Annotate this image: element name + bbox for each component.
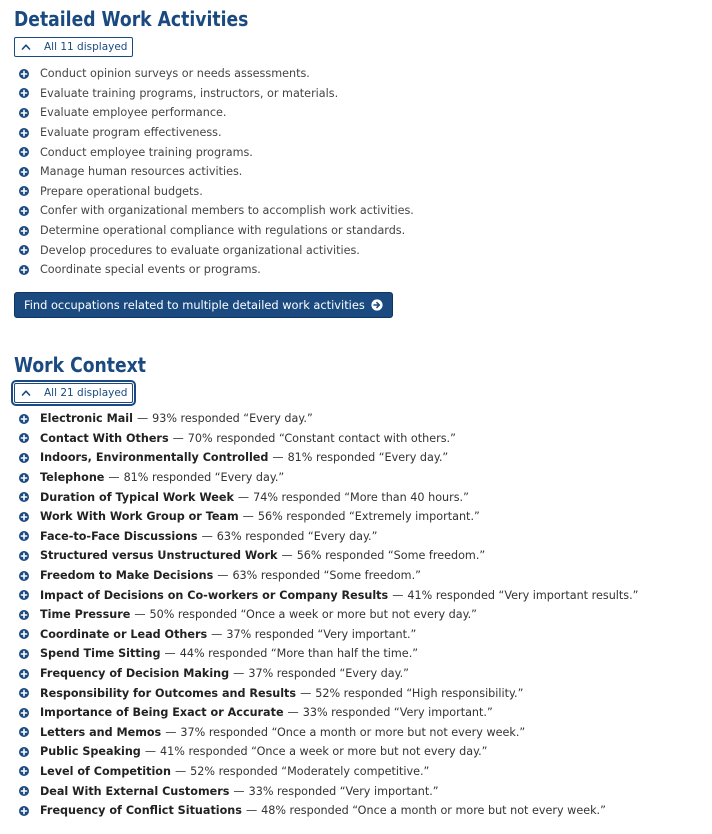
- work-context-item-dash: —: [217, 569, 229, 583]
- plus-circle-icon[interactable]: [19, 512, 29, 522]
- work-context-item-name: Importance of Being Exact or Accurate: [40, 706, 284, 720]
- dwa-list-item: [14, 64, 712, 84]
- work-context-item-name: Work With Work Group or Team: [40, 510, 239, 524]
- work-context-list-item: [14, 703, 712, 723]
- plus-circle-icon[interactable]: [19, 206, 29, 216]
- work-context-toggle-label: All 21 displayed: [44, 387, 128, 399]
- plus-circle-icon[interactable]: [19, 226, 29, 236]
- work-context-item-response: 52% responded “High responsibility.”: [315, 686, 524, 700]
- work-context-item-dash: —: [136, 412, 149, 426]
- work-context-item-response: 37% responded “Every day.”: [248, 667, 409, 681]
- work-context-item-name: Electronic Mail: [40, 412, 133, 426]
- work-context-list-item: [14, 409, 712, 429]
- work-context-item-dash: —: [211, 627, 223, 641]
- work-context-item-response: 93% responded “Every day.”: [152, 412, 313, 426]
- dwa-list-item: [14, 123, 712, 143]
- dwa-item-text: Conduct employee training programs.: [40, 145, 253, 159]
- work-context-item-name: Impact of Decisions on Co-workers or Company Results: [40, 588, 389, 602]
- work-context-item-response: 56% responded “Extremely important.”: [257, 510, 480, 524]
- dwa-item-text: Coordinate special events or programs.: [40, 263, 261, 277]
- work-context-item-response: 56% responded “Some freedom.”: [296, 549, 486, 563]
- work-context-item-response: 52% responded “Moderately competitive.”: [190, 764, 430, 778]
- work-context-list-item: [14, 429, 712, 449]
- work-context-list-item: [14, 468, 712, 488]
- plus-circle-icon[interactable]: [19, 766, 29, 776]
- dwa-heading: Detailed Work Activities: [14, 7, 249, 31]
- work-context-item-response: 63% responded “Every day.”: [216, 529, 378, 543]
- work-context-item-response: 74% responded “More than 40 hours.”: [253, 490, 469, 504]
- work-context-item-dash: —: [245, 804, 258, 818]
- work-context-item-response: 41% responded “Very important results.”: [407, 588, 639, 602]
- work-context-item-dash: —: [392, 588, 404, 602]
- plus-circle-icon[interactable]: [19, 492, 29, 502]
- plus-circle-icon[interactable]: [19, 590, 29, 600]
- work-context-item-name: Deal With External Customers: [40, 784, 230, 798]
- work-context-item-response: 44% responded “More than half the time.”: [179, 647, 419, 661]
- find-occupations-label: Find occupations related to multiple detailed work activities: [24, 298, 365, 312]
- dwa-list-item: [14, 221, 712, 241]
- dwa-list-item: [14, 240, 712, 260]
- work-context-item-dash: —: [272, 451, 284, 465]
- work-context-list-item: [14, 585, 712, 605]
- plus-circle-icon[interactable]: [19, 128, 29, 138]
- plus-circle-icon[interactable]: [19, 414, 29, 424]
- work-context-item-name: Face-to-Face Discussions: [40, 529, 198, 543]
- dwa-item-text: Evaluate employee performance.: [40, 106, 227, 120]
- chevron-up-icon: [21, 388, 31, 398]
- dwa-list-item: [14, 162, 712, 182]
- work-context-heading: Work Context: [14, 353, 146, 377]
- plus-circle-icon[interactable]: [19, 708, 29, 718]
- work-context-list-item: [14, 781, 712, 801]
- work-context-item-name: Responsibility for Outcomes and Results: [40, 686, 297, 700]
- work-context-list: [14, 409, 712, 820]
- dwa-list: [14, 64, 712, 280]
- plus-circle-icon[interactable]: [19, 610, 29, 620]
- work-context-item-response: 50% responded “Once a week or more but not every day.”: [149, 608, 477, 622]
- dwa-item-text: Evaluate training programs, instructors, or materials.: [40, 86, 339, 100]
- work-context-item-response: 33% responded “Very important.”: [248, 784, 439, 798]
- work-context-item-response: 48% responded “Once a month or more but not every week.”: [261, 804, 606, 818]
- work-context-list-item: [14, 723, 712, 743]
- dwa-list-item: [14, 182, 712, 202]
- dwa-toggle-label: All 11 displayed: [44, 41, 128, 53]
- dwa-item-text: Develop procedures to evaluate organizational activities.: [40, 243, 360, 257]
- work-context-item-response: 37% responded “Once a month or more but not every week.”: [180, 725, 526, 739]
- dwa-item-text: Determine operational compliance with regulations or standards.: [40, 224, 406, 238]
- arrow-right-circle-icon: [371, 299, 383, 311]
- dwa-item-text: Conduct opinion surveys or needs assessments.: [40, 67, 310, 81]
- work-context-item-response: 81% responded “Every day.”: [123, 471, 285, 485]
- work-context-item-dash: —: [233, 784, 245, 798]
- dwa-list-item: [14, 103, 712, 123]
- work-context-item-dash: —: [165, 725, 177, 739]
- work-context-list-item: [14, 448, 712, 468]
- work-context-list-item: [14, 527, 712, 547]
- work-context-list-item: [14, 487, 712, 507]
- work-context-item-dash: —: [134, 608, 146, 622]
- plus-circle-icon[interactable]: [19, 806, 29, 816]
- work-context-item-response: 81% responded “Every day.”: [287, 451, 449, 465]
- work-context-item-name: Freedom to Make Decisions: [40, 569, 214, 583]
- work-context-item-name: Spend Time Sitting: [40, 647, 161, 661]
- work-context-item-name: Letters and Memos: [40, 725, 162, 739]
- work-context-item-name: Frequency of Decision Making: [40, 667, 230, 681]
- work-context-item-dash: —: [237, 490, 250, 504]
- dwa-list-item: [14, 142, 712, 162]
- plus-circle-icon[interactable]: [19, 629, 29, 639]
- work-context-item-dash: —: [201, 529, 213, 543]
- work-context-list-item: [14, 625, 712, 645]
- work-context-item-name: Telephone: [40, 471, 105, 485]
- work-context-item-dash: —: [108, 471, 120, 485]
- work-context-list-item: [14, 566, 712, 586]
- plus-circle-icon[interactable]: [19, 147, 29, 157]
- work-context-list-item: [14, 605, 712, 625]
- work-context-item-dash: —: [281, 549, 293, 563]
- plus-circle-icon[interactable]: [19, 69, 29, 79]
- work-context-list-item: [14, 644, 712, 664]
- work-context-item-name: Frequency of Conflict Situations: [40, 804, 242, 818]
- dwa-item-text: Evaluate program effectiveness.: [40, 126, 222, 140]
- chevron-up-icon: [21, 42, 31, 52]
- work-context-item-name: Indoors, Environmentally Controlled: [40, 451, 269, 465]
- plus-circle-icon[interactable]: [19, 727, 29, 737]
- dwa-toggle-button[interactable]: [14, 37, 133, 57]
- dwa-item-text: Confer with organizational members to accomplish work activities.: [40, 204, 414, 218]
- work-context-item-dash: —: [300, 686, 312, 700]
- plus-circle-icon[interactable]: [19, 688, 29, 698]
- plus-circle-icon[interactable]: [19, 433, 29, 443]
- work-context-item-name: Duration of Typical Work Week: [40, 490, 234, 504]
- plus-circle-icon[interactable]: [19, 108, 29, 118]
- work-context-list-item: [14, 683, 712, 703]
- plus-circle-icon[interactable]: [19, 571, 29, 581]
- plus-circle-icon[interactable]: [19, 531, 29, 541]
- detailed-work-activities-section: [14, 6, 712, 312]
- dwa-item-text: Manage human resources activities.: [40, 165, 243, 179]
- work-context-item-dash: —: [233, 667, 245, 681]
- work-context-toggle-button[interactable]: [14, 383, 133, 403]
- work-context-list-item: [14, 801, 712, 821]
- work-context-item-name: Structured versus Unstructured Work: [40, 549, 278, 563]
- plus-circle-icon[interactable]: [19, 265, 29, 275]
- work-context-item-dash: —: [164, 647, 176, 661]
- work-context-item-response: 37% responded “Very important.”: [226, 627, 417, 641]
- plus-circle-icon[interactable]: [19, 747, 29, 757]
- plus-circle-icon[interactable]: [19, 649, 29, 659]
- dwa-list-item: [14, 201, 712, 221]
- work-context-item-dash: —: [174, 764, 187, 778]
- dwa-list-item: [14, 84, 712, 104]
- work-context-list-item: [14, 762, 712, 782]
- plus-circle-icon[interactable]: [19, 473, 29, 483]
- plus-circle-icon[interactable]: [19, 669, 29, 679]
- work-context-item-dash: —: [242, 510, 254, 524]
- dwa-item-text: Prepare operational budgets.: [40, 184, 203, 198]
- dwa-list-item: [14, 260, 712, 280]
- work-context-list-item: [14, 507, 712, 527]
- work-context-item-name: Time Pressure: [40, 608, 131, 622]
- work-context-item-response: 70% responded “Constant contact with others.”: [187, 431, 456, 445]
- plus-circle-icon[interactable]: [19, 786, 29, 796]
- work-context-item-dash: —: [287, 706, 299, 720]
- work-context-list-item: [14, 546, 712, 566]
- plus-circle-icon[interactable]: [19, 245, 29, 255]
- plus-circle-icon[interactable]: [19, 551, 29, 561]
- work-context-list-item: [14, 742, 712, 762]
- work-context-item-dash: —: [172, 431, 184, 445]
- plus-circle-icon[interactable]: [19, 186, 29, 196]
- plus-circle-icon[interactable]: [19, 88, 29, 98]
- find-occupations-button[interactable]: [14, 292, 393, 318]
- work-context-item-name: Coordinate or Lead Others: [40, 627, 208, 641]
- work-context-item-response: 33% responded “Very important.”: [302, 706, 493, 720]
- plus-circle-icon[interactable]: [19, 453, 29, 463]
- work-context-item-dash: —: [144, 745, 157, 759]
- work-context-item-response: 63% responded “Some freedom.”: [232, 569, 421, 583]
- plus-circle-icon[interactable]: [19, 167, 29, 177]
- work-context-item-name: Contact With Others: [40, 431, 169, 445]
- work-context-item-response: 41% responded “Once a week or more but not every day.”: [160, 745, 488, 759]
- work-context-item-name: Public Speaking: [40, 745, 141, 759]
- work-context-item-name: Level of Competition: [40, 764, 171, 778]
- work-context-section: [14, 352, 712, 820]
- work-context-list-item: [14, 664, 712, 684]
